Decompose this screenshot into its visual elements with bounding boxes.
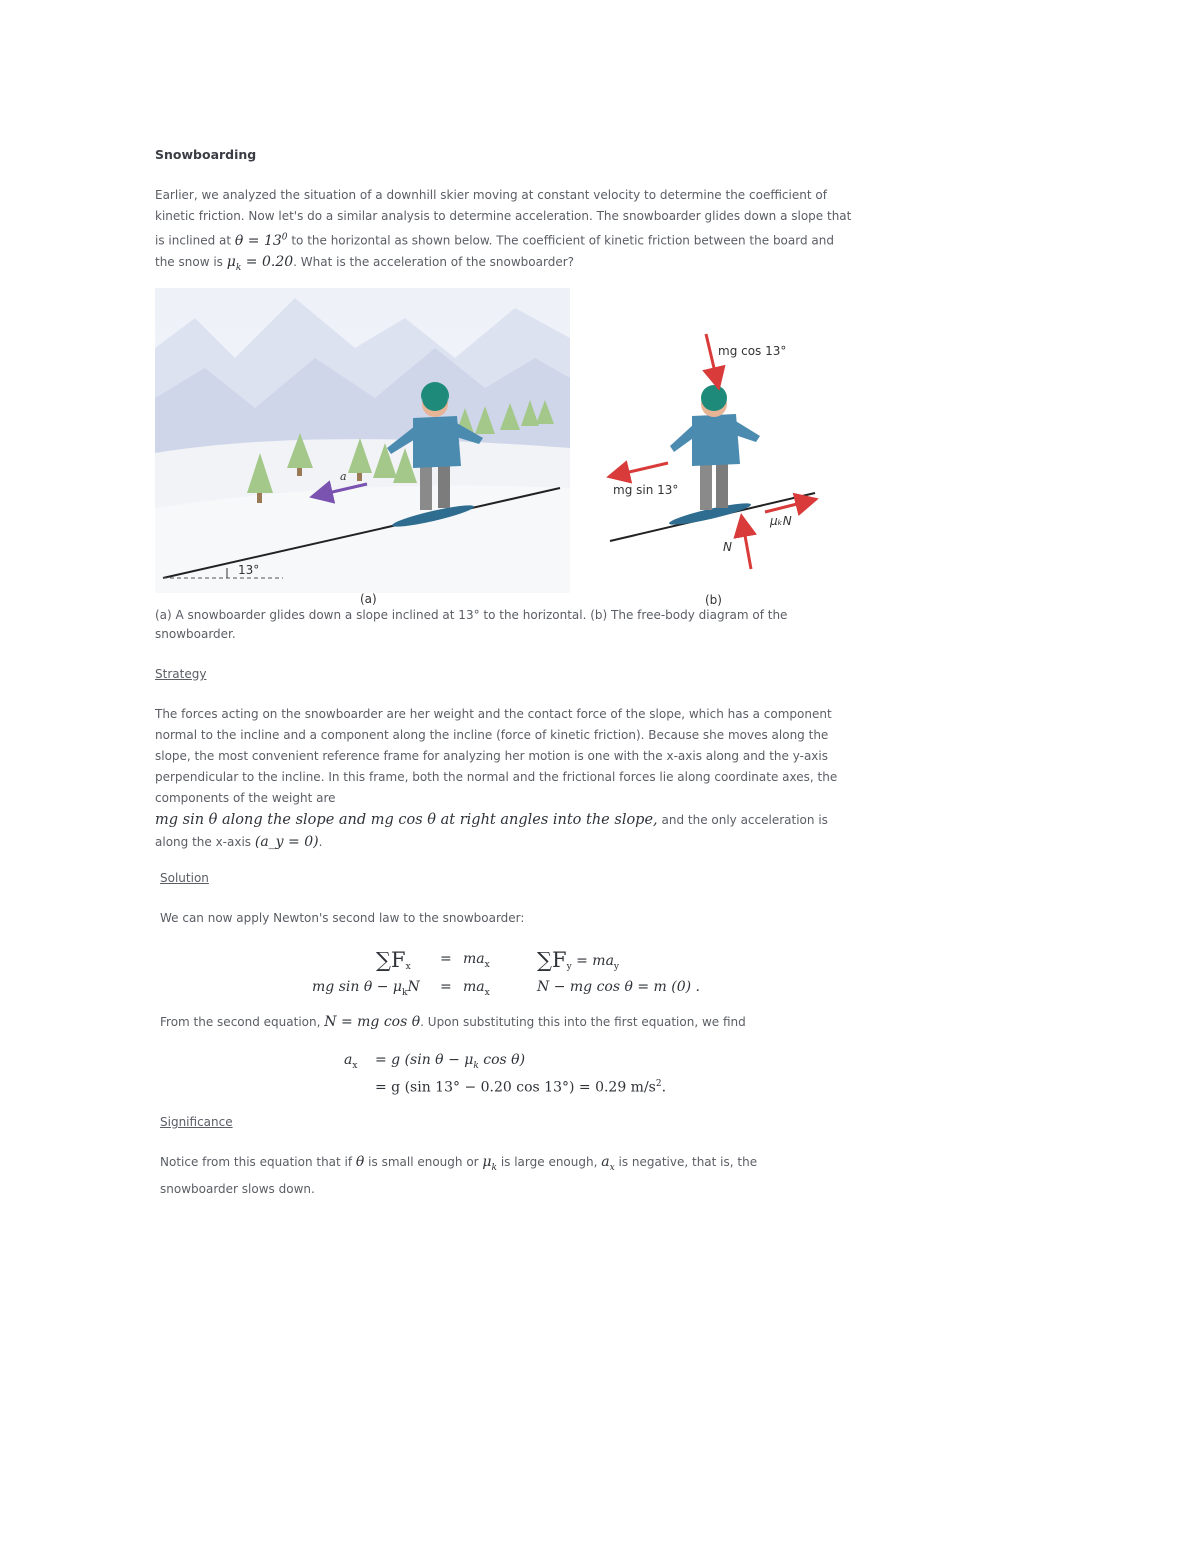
equation-max-1: $ma_x$	[463, 951, 490, 970]
result-line-1: = g (sin $\theta - \mu_k$ cos θ)	[375, 1052, 526, 1071]
figure-caption: (a) A snowboarder glides down a slope inclined at 13° to the horizontal. (b) The free-body diagram of the snowboarder.	[155, 608, 788, 641]
equation-sum-fx: $\sum F_x$	[376, 948, 411, 972]
ay-math: (a_y = 0)	[254, 834, 319, 850]
result-line-2: = g (sin 13° − 0.20 cos 13°) = 0.29 $m/s^2$.	[375, 1079, 667, 1096]
substitution-paragraph	[160, 1012, 860, 1033]
strategy-tail-period: .	[318, 835, 323, 849]
equation-sum-fy: $\sum F_y = ma_y$	[537, 948, 620, 972]
equation-equals-1: =	[440, 951, 452, 967]
angle-label: 13°	[238, 563, 260, 577]
strategy-paragraph: The forces acting on the snowboarder are her weight and the contact force of the slope, which has a component normal to the incline and a component along the incline (force of kinetic friction). Because she moves along the slope, the most convenient reference frame for analyzing her motion is one with the x-axis along and the y-axis perpendicular to the incline. In this frame, both the normal and the frictional forces lie along coordinate axes, the components of the weight are	[155, 707, 838, 805]
solution-heading: Solution	[160, 871, 209, 885]
intro-text-2: to the horizontal as shown below. The coefficient of kinetic friction between the board and the snow is	[155, 233, 834, 269]
strategy-heading: Strategy	[155, 667, 207, 681]
equation-y-forces: N − mg cos θ = m (0) .	[537, 979, 700, 995]
normal-force-math: N = mg cos θ	[324, 1014, 421, 1030]
solution-intro: We can now apply Newton's second law to the snowboarder:	[160, 911, 525, 925]
strategy-math-line: mg sin θ along the slope and mg cos θ at right angles into the slope,	[155, 812, 658, 828]
result-lhs: $a_x$	[344, 1052, 358, 1071]
page-title: Snowboarding	[155, 147, 257, 162]
intro-text-3: . What is the acceleration of the snowboarder?	[293, 254, 574, 269]
force-label-mgsin: mg sin 13°	[613, 483, 679, 497]
acceleration-label: a	[340, 470, 347, 483]
equation-x-forces: mg $\sin \theta - \mu_kN$	[312, 979, 420, 998]
equation-equals-2: =	[440, 979, 452, 995]
intro-text-1: Earlier, we analyzed the situation of a downhill skier moving at constant velocity to determine the coefficient of kinetic friction. Now let's do a similar analysis to determine acceleration. The snowboarder glides down a slope that is inclined at	[155, 188, 852, 248]
force-label-friction: μₖN	[770, 514, 792, 528]
equation-max-2: $ma_x$	[463, 979, 490, 998]
strategy-tail-text: and the only acceleration is along the x-axis	[155, 813, 828, 849]
theta-math: $\theta = 13^0$	[234, 232, 288, 249]
figure-label-a: (a)	[360, 592, 377, 606]
strategy-tail	[155, 809, 855, 853]
intro-paragraph	[155, 185, 855, 278]
substitution-text-2: . Upon substituting this into the first equation, we find	[420, 1015, 746, 1029]
significance-heading: Significance	[160, 1115, 233, 1129]
force-label-mgcos: mg cos 13°	[718, 344, 787, 358]
significance-paragraph: Notice from this equation that if θ is small enough or $\mu_k$ is large enough, $a_x$ is negative, that is, the snowboarder slows down.	[160, 1154, 758, 1196]
panel-a-scene	[155, 288, 570, 593]
substitution-text-1: From the second equation,	[160, 1015, 325, 1029]
force-label-normal: N	[723, 540, 732, 554]
panel-b-free-body-diagram	[610, 334, 815, 569]
snowboarder-figure	[155, 288, 835, 593]
snowboarder-b	[668, 385, 760, 528]
figure-label-b: (b)	[705, 593, 722, 607]
mu-math: $\mu_k = 0.20$	[226, 253, 294, 273]
